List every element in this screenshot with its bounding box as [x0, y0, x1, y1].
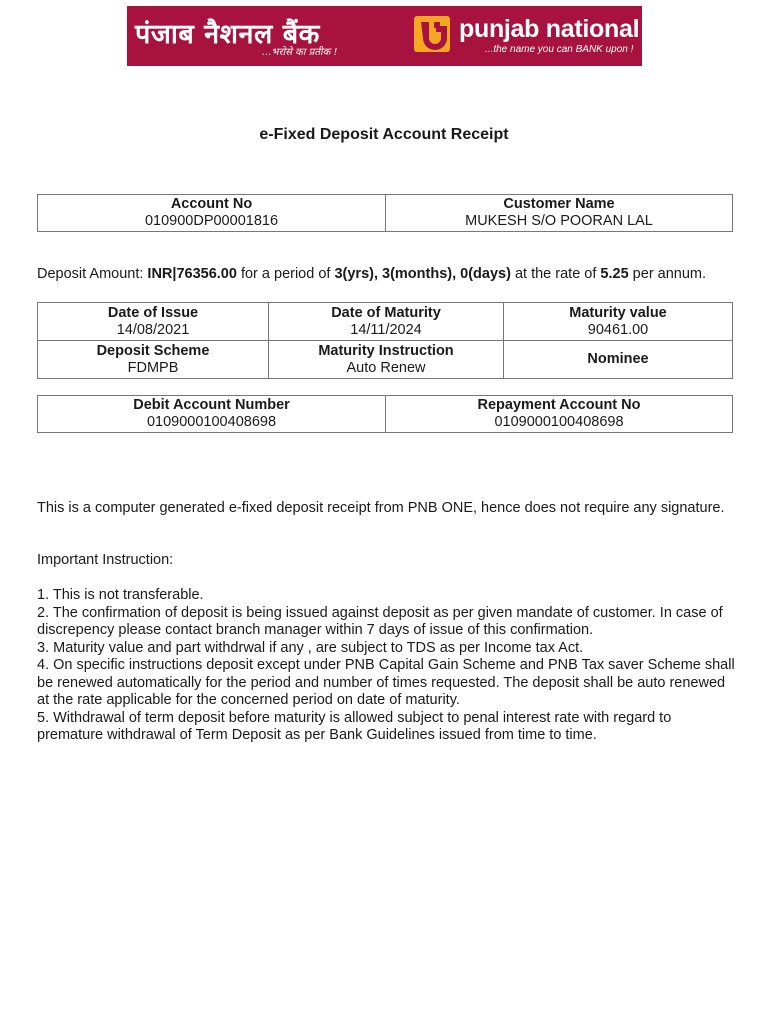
instructions-heading: Important Instruction: [37, 552, 174, 568]
date-of-maturity-value: 14/11/2024 [350, 321, 422, 338]
bank-name-english: punjab national bank [459, 15, 704, 43]
linked-accounts-table [37, 395, 733, 433]
debit-account-value: 0109000100408698 [146, 414, 277, 430]
computer-generated-note: This is a computer generated e-fixed deposit receipt from PNB ONE, hence does not require any signature. [37, 500, 725, 516]
deposit-details-table [37, 302, 733, 379]
maturity-instruction-cell [269, 341, 504, 379]
customer-name-value: MUKESH S/O POORAN LAL [465, 213, 653, 229]
date-of-issue-value: 14/08/2021 [116, 321, 190, 338]
instruction-item: 3. Maturity value and part withdrwal if any , are subject to TDS as per Income tax Act. [37, 639, 584, 656]
repayment-account-cell [386, 396, 733, 433]
customer-name-cell [386, 195, 733, 232]
date-of-issue-cell [38, 303, 269, 341]
instruction-item: 4. On specific instructions deposit except under PNB Capital Gain Scheme and PNB Tax saver Scheme shall be renewed automatically for the period and number of times requested. The deposit shall be auto renewed at the rate applicable for the concerned period on date of maturity. [37, 657, 735, 708]
customer-name-label: Customer Name [503, 196, 615, 212]
date-of-issue-label: Date of Issue [107, 304, 199, 321]
date-of-maturity-cell [269, 303, 504, 341]
nominee-label: Nominee [587, 351, 649, 367]
debit-account-cell [38, 396, 386, 433]
repayment-account-value: 0109000100408698 [494, 414, 624, 430]
maturity-value-label: Maturity value [569, 304, 667, 321]
pnb-logo-icon [412, 14, 452, 54]
deposit-scheme-label: Deposit Scheme [96, 342, 210, 359]
account-no-cell [38, 195, 386, 232]
tagline-english: ...the name you can BANK upon ! [485, 44, 634, 55]
period-label: for a period of [236, 266, 335, 282]
maturity-value: 90461.00 [587, 321, 649, 338]
deposit-summary [37, 266, 737, 284]
date-of-maturity-label: Date of Maturity [331, 304, 441, 321]
deposit-scheme-cell [38, 341, 269, 379]
rate-suffix: per annum. [628, 266, 707, 282]
maturity-instruction-label: Maturity Instruction [318, 342, 454, 359]
instruction-item: 2. The confirmation of deposit is being issued against deposit as per given mandate of customer. In case of discrepency please contact branch manager within 7 days of issue of this confirmation. [37, 604, 723, 638]
debit-account-label: Debit Account Number [133, 397, 290, 413]
rate-label: at the rate of [510, 266, 601, 282]
page-title: e-Fixed Deposit Account Receipt [259, 126, 509, 143]
instructions-list [37, 587, 737, 745]
tagline-hindi: ...भरोसे का प्रतीक ! [262, 47, 338, 58]
instruction-item: 1. This is not transferable. [37, 587, 204, 603]
nominee-cell [504, 341, 733, 379]
deposit-amount: INR|76356.00 [147, 266, 237, 282]
account-no-label: Account No [170, 196, 253, 212]
bank-name-hindi: पंजाब नैशनल बैंक [135, 19, 320, 50]
deposit-period: 3(yrs), 3(months), 0(days) [334, 266, 511, 282]
repayment-account-label: Repayment Account No [477, 397, 641, 413]
interest-rate: 5.25 [600, 266, 629, 282]
deposit-amount-label: Deposit Amount: [37, 266, 148, 282]
maturity-value-cell [504, 303, 733, 341]
account-no-value: 010900DP00001816 [144, 213, 279, 229]
maturity-instruction-value: Auto Renew [346, 359, 426, 376]
bank-banner [127, 6, 704, 66]
account-table [37, 194, 733, 232]
instruction-item: 5. Withdrawal of term deposit before maturity is allowed subject to penal interest rate with regard to premature withdrawal of Term Deposit as per Bank Guidelines issued from time to time. [37, 709, 672, 743]
deposit-scheme-value: FDMPB [127, 359, 179, 376]
